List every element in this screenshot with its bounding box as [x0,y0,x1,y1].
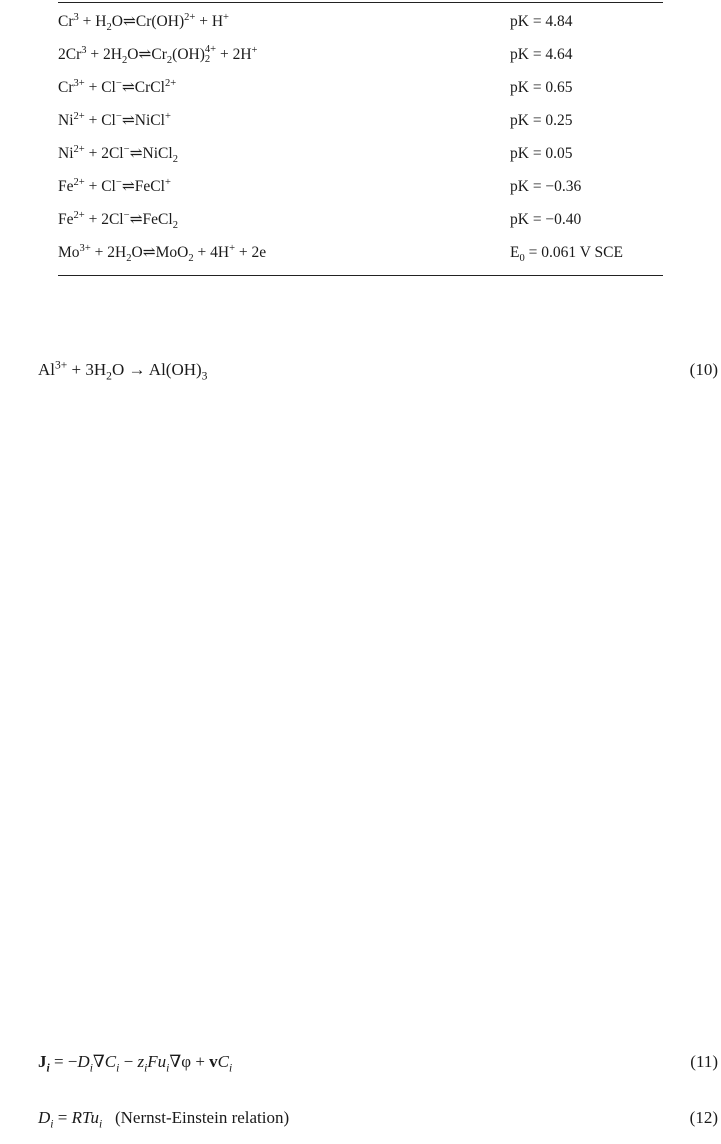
equilibrium-constant: pK = 0.05 [510,145,573,162]
reaction-fecl2: $Fe^{2+}$ + 2Cl−⇌FeCl$_2$ [58,209,178,232]
reaction-fecl: $Fe^{2+}$ + Cl−⇌FeCl+ [58,176,171,195]
reaction-mo-oxidation: $Mo^{3+}$ + $2H_2O\rightleftharpoons MoO_2 + 4H^+ + 2e$ [58,242,267,265]
reaction-cr-hydrolysis: $Cr^3$ + $H_2O\rightleftharpoons Cr(OH)^{2+} + H^+$ [58,11,229,34]
equation-number: (12) [689,1108,718,1127]
equation-number: (10) [689,360,718,379]
table-row [58,5,663,38]
equilibrium-constant: pK = 4.84 [510,13,573,30]
table-top-rule [58,2,663,3]
equilibrium-constant: pK = −0.40 [510,211,582,228]
table-row [58,236,663,269]
reaction-cr-dimer: $2Cr^3$ + $2H_2O\rightleftharpoons Cr_2(OH)$ 4+ 2 + 2H+ [58,43,258,67]
equilibrium-table [58,5,663,269]
equation-12 [0,1104,721,1132]
equilibrium-constant: pK = 0.25 [510,112,573,129]
equation-11 [0,1048,721,1076]
equation-note: (Nernst-Einstein relation) [114,1108,290,1127]
table-row [58,137,663,170]
aluminum-hydroxide-equation: $Al^{3+} + 3H_2O \to Al(OH)_3$ [38,358,208,383]
equilibrium-constant: pK = −0.36 [510,178,582,195]
equation-number: (11) [690,1052,718,1071]
reaction-nicl2: $Ni^{2+}$ + 2Cl−⇌NiCl$_2$ [58,143,178,166]
equation-10 [0,356,721,384]
equilibrium-constant: pK = 4.64 [510,46,573,63]
reaction-nicl: $Ni^{2+}$ + Cl−⇌NiCl+ [58,110,171,129]
table-row [58,203,663,236]
nernst-einstein-equation: $D_i = RTu_i$ (Nernst-Einstein relation) [38,1108,290,1131]
table-row [58,38,663,71]
table-bottom-rule [58,275,663,276]
table-row [58,71,663,104]
table-row [58,170,663,203]
equilibrium-constant: pK = 0.65 [510,79,573,96]
reaction-crcl: $Cr^{3+}$ + Cl−⇌CrCl$^{2+}$ [58,77,177,96]
flux-equation: $J_i = -D_i\nabla C_i - z_iFu_i\nabla\varphi + vC_i$ [38,1052,233,1075]
table-row [58,104,663,137]
equilibrium-constant: $E_0 = 0.061$ V SCE [510,244,623,265]
